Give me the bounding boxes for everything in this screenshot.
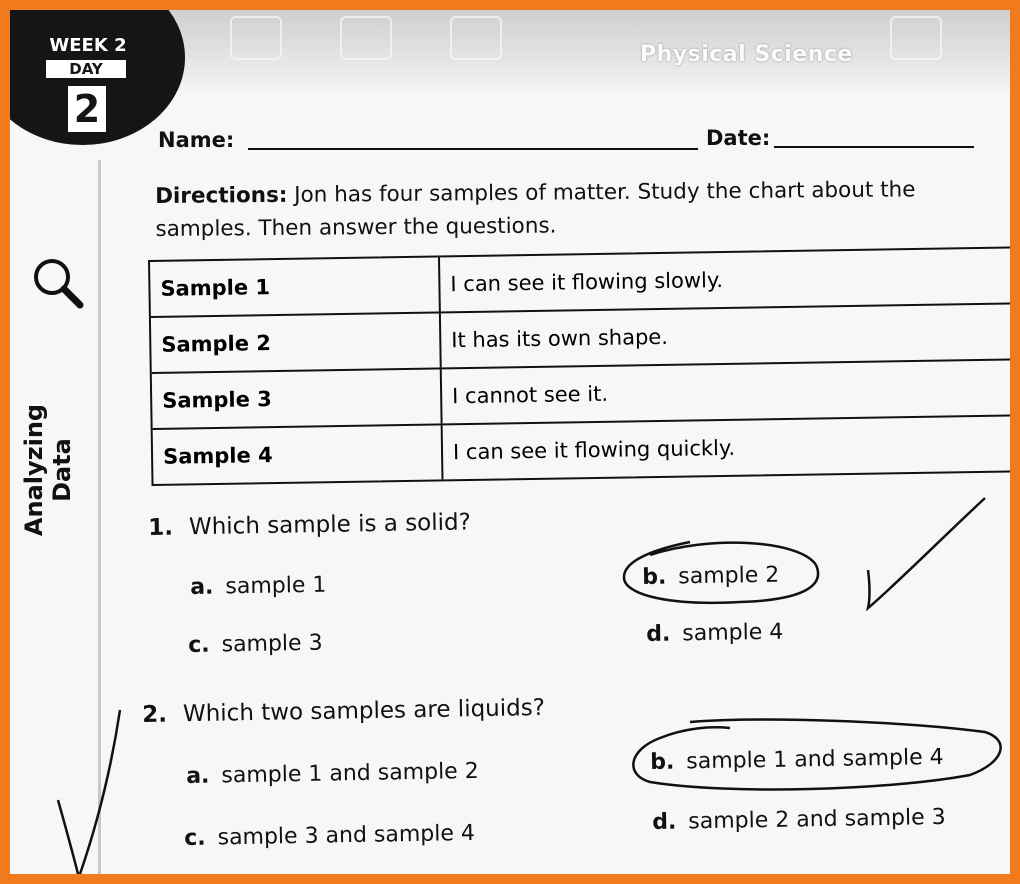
question-text: Which two samples are liquids? xyxy=(182,694,546,728)
worksheet-page xyxy=(10,10,1010,874)
option-letter: c. xyxy=(188,632,210,658)
option-letter: b. xyxy=(642,564,667,590)
margin-pen-mark xyxy=(58,710,120,874)
sample-description-cell: I can see it flowing slowly. xyxy=(450,267,724,297)
day-number: 2 xyxy=(68,86,106,132)
option-letter: c. xyxy=(184,825,206,851)
answer-circle-q2 xyxy=(633,720,1000,790)
sample-name-cell: Sample 1 xyxy=(150,257,441,316)
answer-circle-q1 xyxy=(624,542,818,603)
question-text: Which sample is a solid? xyxy=(188,509,472,541)
question-number: 1. xyxy=(148,514,174,541)
date-label: Date: xyxy=(706,126,771,150)
check-mark-icon xyxy=(868,498,985,608)
sample-name-cell: Sample 4 xyxy=(153,425,444,484)
option-text: sample 1 and sample 4 xyxy=(686,744,944,775)
sample-description-cell: I cannot see it. xyxy=(451,381,609,409)
option-text: sample 2 and sample 3 xyxy=(688,804,946,835)
handwritten-marks xyxy=(10,10,1010,874)
option-text: sample 3 xyxy=(221,630,323,658)
sample-description-cell: It has its own shape. xyxy=(451,324,669,353)
option-text: sample 2 xyxy=(678,562,780,590)
sample-description-cell: I can see it flowing quickly. xyxy=(452,435,736,465)
name-label: Name: xyxy=(158,128,235,152)
question-number: 2. xyxy=(142,701,168,728)
option-letter: b. xyxy=(650,749,675,775)
option-text: sample 1 xyxy=(225,572,327,600)
directions-text: Jon has four samples of matter. Study the chart about the samples. Then answer the questions. xyxy=(155,177,916,242)
sample-name-cell: Sample 3 xyxy=(152,369,443,428)
day-label: DAY xyxy=(46,60,126,78)
option-text: sample 1 and sample 2 xyxy=(221,758,479,789)
sample-name-cell: Sample 2 xyxy=(151,313,442,372)
subject-title: Physical Science xyxy=(640,42,853,67)
option-letter: a. xyxy=(186,763,210,789)
week-label: WEEK 2 xyxy=(28,34,148,58)
option-letter: a. xyxy=(190,574,214,600)
option-text: sample 4 xyxy=(682,619,784,647)
option-letter: d. xyxy=(652,809,677,835)
section-vertical-label: Analyzing Data xyxy=(20,403,76,537)
option-letter: d. xyxy=(646,621,671,647)
option-text: sample 3 and sample 4 xyxy=(217,820,476,851)
directions-lead: Directions: xyxy=(155,182,288,209)
